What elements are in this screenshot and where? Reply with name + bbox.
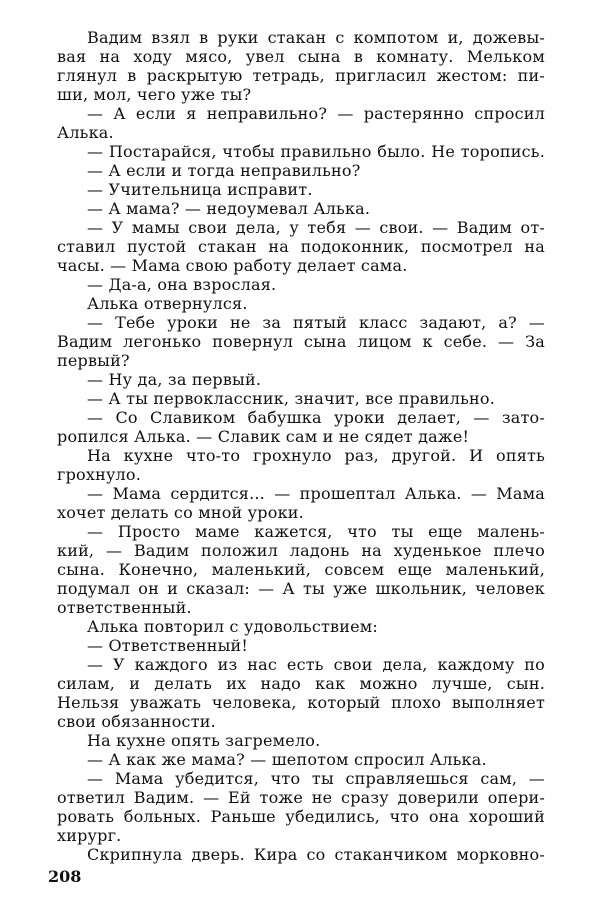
text-line: хирург.	[57, 826, 122, 845]
text-line: — А если и тогда неправильно?	[87, 161, 361, 180]
text-line: — Ну да, за первый.	[87, 370, 262, 389]
text-line: — У каждого из нас есть свои дела, каждому по	[87, 655, 545, 674]
text-line: — Тебе уроки не за пятый класс задают, а? —	[87, 313, 545, 332]
text-line: силам, и делать их надо как можно лучше, сын.	[57, 674, 545, 693]
page-number: 208	[48, 867, 82, 886]
text-line: Алька.	[57, 123, 114, 142]
text-line: — Ответственный!	[87, 636, 249, 655]
text-line: — Постарайся, чтобы правильно было. Не торопись.	[87, 142, 545, 161]
text-line: глянул в раскрытую тетрадь, пригласил жестом: пи-	[57, 66, 545, 85]
text-line: ответственный.	[57, 598, 192, 617]
text-line: — У мамы свои дела, у тебя — свои. — Вадим от-	[87, 218, 545, 237]
text-line: ши, мол, чего уже ты?	[57, 85, 252, 104]
text-line: Алька повторил с удовольствием:	[87, 617, 379, 636]
text-line: кий, — Вадим положил ладонь на худенькое плечо	[57, 541, 545, 560]
text-line: вая на ходу мясо, увел сына в комнату. Мельком	[57, 47, 545, 66]
text-line: ровать больных. Раньше убедились, что она хороший	[57, 807, 545, 826]
text-line: хочет делать со мной уроки.	[57, 503, 304, 522]
text-line: часы. — Мама свою работу делает сама.	[57, 256, 408, 275]
text-line: Алька отвернулся.	[87, 294, 248, 313]
text-line: — Со Славиком бабушка уроки делает, — зато-	[87, 408, 545, 427]
text-line: ропился Алька. — Славик сам и не сядет даже!	[57, 427, 470, 446]
text-line: — Да-а, она взрослая.	[87, 275, 277, 294]
text-line: — Мама сердится... — прошептал Алька. — Мама	[87, 484, 545, 503]
text-line: сына. Конечно, маленький, совсем еще маленький,	[57, 560, 545, 579]
text-line: свои обязанности.	[57, 712, 216, 731]
text-line: Вадим взял в руки стакан с компотом и, дожевы-	[87, 28, 545, 47]
text-line: — А ты первоклассник, значит, все правильно.	[87, 389, 495, 408]
text-line: — А мама? — недоумевал Алька.	[87, 199, 371, 218]
text-line: подумал он и сказал: — А ты уже школьник, человек	[57, 579, 545, 598]
text-line: На кухне что-то грохнуло раз, другой. И опять	[87, 446, 545, 465]
text-line: первый?	[57, 351, 130, 370]
text-line: ответил Вадим. — Ей тоже не сразу доверили опери-	[57, 788, 545, 807]
text-line: — Мама убедится, что ты справляешься сам, —	[87, 769, 545, 788]
text-line: — А как же мама? — шепотом спросил Алька.	[87, 750, 487, 769]
text-line: ставил пустой стакан на подоконник, посмотрел на	[57, 237, 545, 256]
text-line: — А если я неправильно? — растерянно спросил	[87, 104, 545, 123]
text-line: Нельзя уважать человека, который плохо выполняет	[57, 693, 545, 712]
text-line: — Учительница исправит.	[87, 180, 313, 199]
text-line: На кухне опять загремело.	[87, 731, 321, 750]
text-line: грохнуло.	[57, 465, 142, 484]
text-line: Вадим легонько повернул сына лицом к себе. — За	[57, 332, 545, 351]
text-line: Скрипнула дверь. Кира со стаканчиком морковно-	[87, 845, 545, 864]
text-line: — Просто маме кажется, что ты еще малень-	[87, 522, 545, 541]
